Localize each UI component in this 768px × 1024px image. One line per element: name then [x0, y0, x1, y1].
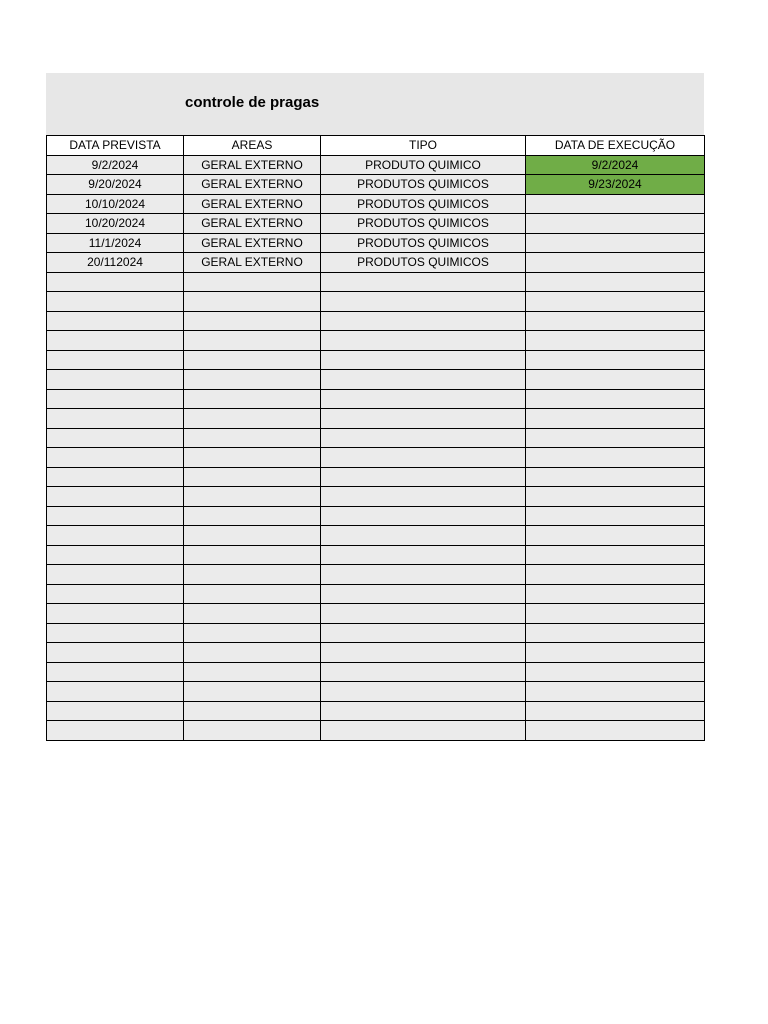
cell-areas[interactable]: GERAL EXTERNO: [184, 253, 321, 273]
header-data-prevista[interactable]: DATA PREVISTA: [47, 136, 184, 156]
cell-data-execucao[interactable]: 9/23/2024: [526, 175, 705, 195]
empty-cell[interactable]: [321, 428, 526, 448]
empty-cell[interactable]: [184, 448, 321, 468]
empty-cell[interactable]: [47, 487, 184, 507]
table-row: [47, 233, 705, 253]
empty-cell[interactable]: [47, 662, 184, 682]
empty-cell[interactable]: [526, 292, 705, 312]
header-tipo[interactable]: TIPO: [321, 136, 526, 156]
cell-areas[interactable]: GERAL EXTERNO: [184, 155, 321, 175]
empty-cell[interactable]: [184, 643, 321, 663]
empty-cell[interactable]: [184, 272, 321, 292]
empty-cell[interactable]: [184, 370, 321, 390]
empty-cell[interactable]: [321, 584, 526, 604]
empty-row: [47, 565, 705, 585]
empty-cell[interactable]: [184, 662, 321, 682]
cell-tipo[interactable]: PRODUTOS QUIMICOS: [321, 175, 526, 195]
empty-cell[interactable]: [47, 604, 184, 624]
empty-cell[interactable]: [47, 389, 184, 409]
empty-cell[interactable]: [184, 682, 321, 702]
cell-areas[interactable]: GERAL EXTERNO: [184, 233, 321, 253]
empty-cell[interactable]: [526, 584, 705, 604]
empty-cell[interactable]: [184, 565, 321, 585]
spreadsheet: [46, 73, 704, 741]
cell-data-execucao[interactable]: [526, 233, 705, 253]
pest-control-table: [46, 135, 705, 741]
empty-cell[interactable]: [47, 721, 184, 741]
cell-tipo[interactable]: PRODUTOS QUIMICOS: [321, 233, 526, 253]
empty-cell[interactable]: [321, 506, 526, 526]
empty-row: [47, 467, 705, 487]
empty-cell[interactable]: [321, 662, 526, 682]
title-band: [46, 73, 704, 135]
cell-data-prevista[interactable]: 10/10/2024: [47, 194, 184, 214]
empty-cell[interactable]: [321, 370, 526, 390]
empty-cell[interactable]: [47, 331, 184, 351]
empty-cell[interactable]: [526, 428, 705, 448]
empty-row: [47, 311, 705, 331]
empty-cell[interactable]: [184, 526, 321, 546]
empty-cell[interactable]: [184, 428, 321, 448]
empty-cell[interactable]: [47, 584, 184, 604]
empty-cell[interactable]: [47, 643, 184, 663]
empty-cell[interactable]: [47, 370, 184, 390]
empty-row: [47, 526, 705, 546]
cell-data-prevista[interactable]: 9/20/2024: [47, 175, 184, 195]
empty-cell[interactable]: [184, 389, 321, 409]
empty-cell[interactable]: [184, 721, 321, 741]
table-row: [47, 194, 705, 214]
empty-cell[interactable]: [184, 467, 321, 487]
table-row: [47, 155, 705, 175]
empty-cell[interactable]: [184, 292, 321, 312]
empty-cell[interactable]: [526, 662, 705, 682]
empty-row: [47, 448, 705, 468]
empty-row: [47, 506, 705, 526]
empty-cell[interactable]: [526, 506, 705, 526]
empty-cell[interactable]: [321, 721, 526, 741]
empty-cell[interactable]: [184, 623, 321, 643]
empty-row: [47, 623, 705, 643]
empty-cell[interactable]: [321, 565, 526, 585]
empty-cell[interactable]: [526, 350, 705, 370]
empty-cell[interactable]: [321, 604, 526, 624]
header-data-execucao[interactable]: DATA DE EXECUÇÃO: [526, 136, 705, 156]
empty-cell[interactable]: [526, 272, 705, 292]
empty-cell[interactable]: [184, 350, 321, 370]
empty-row: [47, 662, 705, 682]
table-row: [47, 175, 705, 195]
empty-row: [47, 409, 705, 429]
empty-cell[interactable]: [184, 584, 321, 604]
empty-row: [47, 272, 705, 292]
empty-cell[interactable]: [321, 311, 526, 331]
cell-data-prevista[interactable]: 10/20/2024: [47, 214, 184, 234]
empty-row: [47, 643, 705, 663]
empty-cell[interactable]: [321, 331, 526, 351]
empty-cell[interactable]: [321, 643, 526, 663]
empty-cell[interactable]: [47, 623, 184, 643]
empty-cell[interactable]: [526, 721, 705, 741]
empty-cell[interactable]: [184, 487, 321, 507]
empty-cell[interactable]: [47, 565, 184, 585]
empty-cell[interactable]: [526, 604, 705, 624]
empty-cell[interactable]: [184, 311, 321, 331]
empty-cell[interactable]: [47, 292, 184, 312]
empty-cell[interactable]: [321, 487, 526, 507]
empty-cell[interactable]: [47, 526, 184, 546]
empty-cell[interactable]: [526, 526, 705, 546]
empty-row: [47, 682, 705, 702]
table-row: [47, 214, 705, 234]
empty-cell[interactable]: [47, 701, 184, 721]
cell-data-execucao[interactable]: [526, 194, 705, 214]
header-areas[interactable]: AREAS: [184, 136, 321, 156]
cell-data-execucao[interactable]: [526, 214, 705, 234]
empty-cell[interactable]: [321, 409, 526, 429]
empty-cell[interactable]: [526, 701, 705, 721]
empty-cell[interactable]: [184, 409, 321, 429]
empty-row: [47, 584, 705, 604]
empty-cell[interactable]: [47, 409, 184, 429]
sheet-title: controle de pragas: [185, 94, 320, 111]
empty-cell[interactable]: [526, 565, 705, 585]
empty-row: [47, 331, 705, 351]
empty-row: [47, 428, 705, 448]
empty-cell[interactable]: [47, 682, 184, 702]
empty-cell[interactable]: [321, 545, 526, 565]
empty-row: [47, 604, 705, 624]
cell-data-prevista[interactable]: 20/112024: [47, 253, 184, 273]
empty-cell[interactable]: [526, 487, 705, 507]
empty-row: [47, 389, 705, 409]
empty-cell[interactable]: [184, 506, 321, 526]
empty-cell[interactable]: [526, 545, 705, 565]
empty-cell[interactable]: [526, 682, 705, 702]
cell-areas[interactable]: GERAL EXTERNO: [184, 214, 321, 234]
empty-cell[interactable]: [184, 701, 321, 721]
empty-cell[interactable]: [321, 526, 526, 546]
empty-row: [47, 545, 705, 565]
empty-cell[interactable]: [184, 604, 321, 624]
empty-row: [47, 701, 705, 721]
empty-cell[interactable]: [526, 389, 705, 409]
empty-row: [47, 370, 705, 390]
empty-cell[interactable]: [526, 331, 705, 351]
empty-cell[interactable]: [526, 370, 705, 390]
empty-cell[interactable]: [321, 350, 526, 370]
empty-cell[interactable]: [47, 272, 184, 292]
table-row: [47, 253, 705, 273]
empty-cell[interactable]: [526, 448, 705, 468]
cell-tipo[interactable]: PRODUTOS QUIMICOS: [321, 194, 526, 214]
empty-row: [47, 487, 705, 507]
empty-cell[interactable]: [526, 467, 705, 487]
empty-row: [47, 350, 705, 370]
cell-tipo[interactable]: PRODUTOS QUIMICOS: [321, 214, 526, 234]
empty-cell[interactable]: [321, 623, 526, 643]
empty-cell[interactable]: [526, 409, 705, 429]
empty-cell[interactable]: [526, 643, 705, 663]
empty-cell[interactable]: [47, 448, 184, 468]
empty-cell[interactable]: [526, 311, 705, 331]
empty-cell[interactable]: [321, 292, 526, 312]
cell-areas[interactable]: GERAL EXTERNO: [184, 194, 321, 214]
empty-cell[interactable]: [184, 331, 321, 351]
cell-areas[interactable]: GERAL EXTERNO: [184, 175, 321, 195]
cell-data-prevista[interactable]: 11/1/2024: [47, 233, 184, 253]
empty-cell[interactable]: [47, 428, 184, 448]
empty-cell[interactable]: [184, 545, 321, 565]
cell-tipo[interactable]: PRODUTOS QUIMICOS: [321, 253, 526, 273]
cell-data-execucao[interactable]: [526, 253, 705, 273]
empty-row: [47, 721, 705, 741]
empty-row: [47, 292, 705, 312]
empty-cell[interactable]: [47, 506, 184, 526]
empty-cell[interactable]: [526, 623, 705, 643]
header-row: [47, 136, 705, 156]
empty-cell[interactable]: [321, 467, 526, 487]
empty-cell[interactable]: [321, 682, 526, 702]
empty-cell[interactable]: [47, 311, 184, 331]
empty-cell[interactable]: [321, 389, 526, 409]
empty-cell[interactable]: [321, 448, 526, 468]
empty-cell[interactable]: [47, 545, 184, 565]
cell-tipo[interactable]: PRODUTO QUIMICO: [321, 155, 526, 175]
cell-data-execucao[interactable]: 9/2/2024: [526, 155, 705, 175]
cell-data-prevista[interactable]: 9/2/2024: [47, 155, 184, 175]
empty-cell[interactable]: [321, 701, 526, 721]
empty-cell[interactable]: [321, 272, 526, 292]
empty-cell[interactable]: [47, 350, 184, 370]
empty-cell[interactable]: [47, 467, 184, 487]
